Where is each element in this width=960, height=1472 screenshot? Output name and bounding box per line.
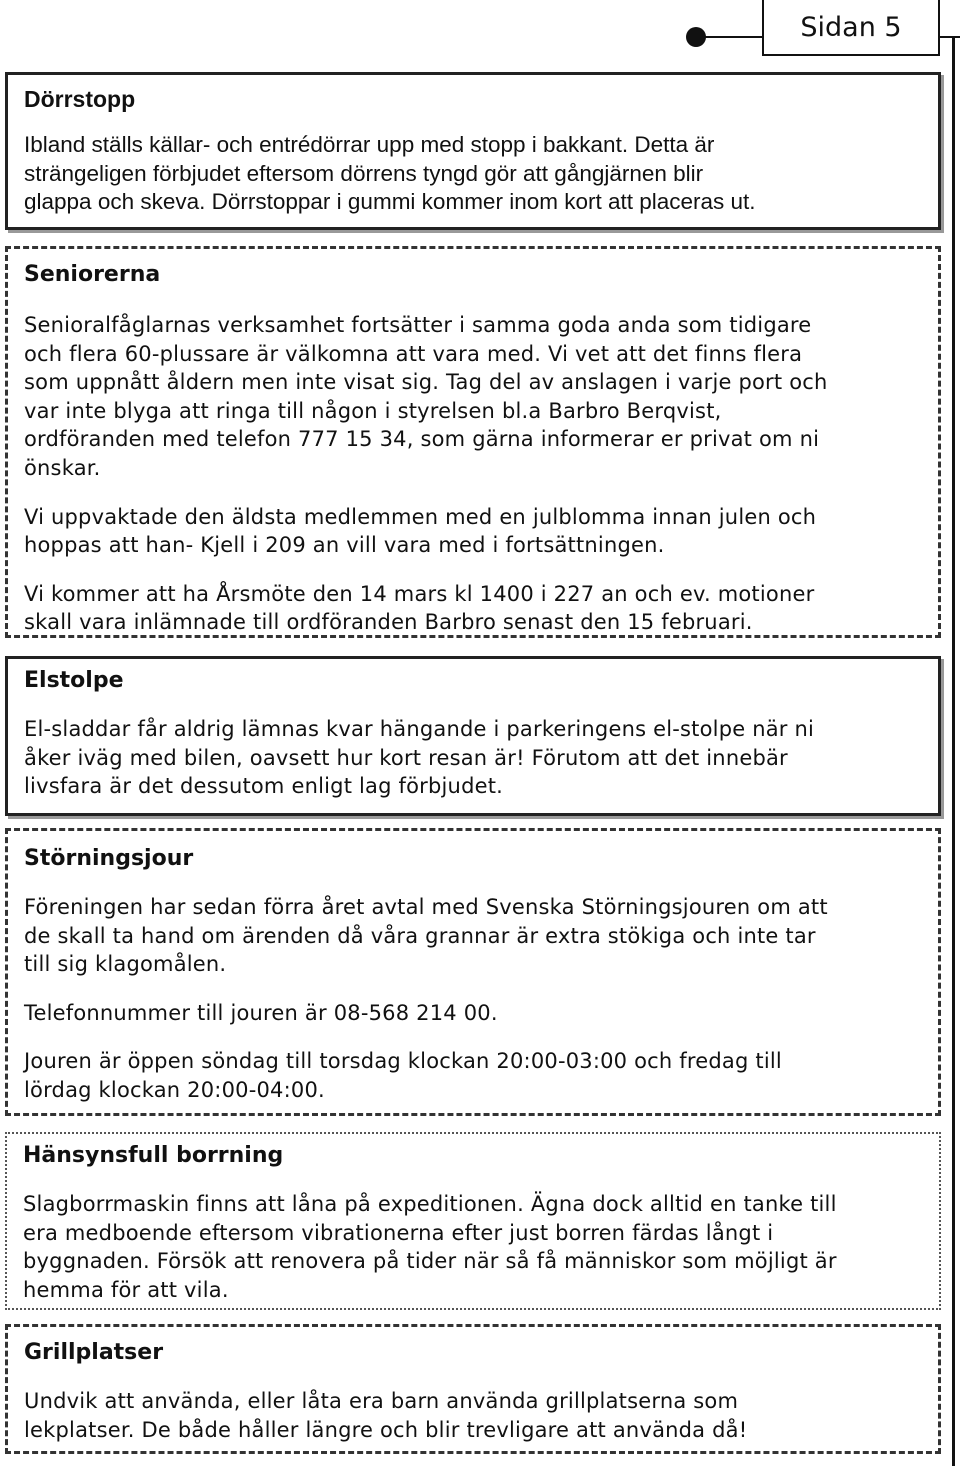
section-elstolpe [5,656,941,816]
section-paragraph: Föreningen har sedan förra året avtal med Svenska Störningsjouren om att de skall ta hand om ärenden då våra grannar är extra stökiga och inte tar till sig klagomålen. [24,895,828,977]
section-seniorerna [5,246,941,638]
page-right-rule [952,36,955,1466]
section-storningsjour [5,828,941,1116]
header-bullet-dot [686,27,706,47]
section-title: Elstolpe [24,668,124,693]
section-paragraph: Vi uppvaktade den äldsta medlemmen med en julblomma innan julen och hoppas att han- Kjell i 209 an vill vara med i fortsättningen. [24,504,817,558]
page-number-tab [762,0,940,56]
header-rule [697,36,767,38]
section-title: Hänsynsfull borrning [23,1143,284,1168]
section-title: Dörrstopp [24,86,136,112]
page-number-label: Sidan 5 [800,11,902,43]
section-paragraph: Vi kommer att ha Årsmöte den 14 mars kl 1400 i 227 an och ev. motioner skall vara inlämnade till ordföranden Barbro senast den 15 februari. [24,581,815,635]
section-paragraph: Telefonnummer till jouren är 08-568 214 00. [24,1000,498,1025]
section-title: Störningsjour [24,846,194,871]
section-text: Undvik att använda, eller låta era barn använda grillplatserna som lekplatser. De både håller längre och blir trevligare att använda då! [24,1389,748,1442]
section-paragraph: Jouren är öppen söndag till torsdag klockan 20:00-03:00 och fredag till lördag klockan 20:00-04:00. [24,1049,782,1102]
section-grillplatser [5,1324,941,1454]
section-text: Ibland ställs källar- och entrédörrar upp med stopp i bakkant. Detta är strängeligen förbjudet eftersom dörrens tyngd gör att gångjärnen blir glappa och skeva. Dörrstoppar i gummi kommer inom kort att placeras ut. [24,132,756,214]
section-borrning [5,1132,941,1310]
header-rule-tail [938,36,960,38]
section-text: El-sladdar får aldrig lämnas kvar hängande i parkeringens el-stolpe när ni åker iväg med bilen, oavsett hur kort resan är! Förutom att det innebär livsfara är det dessutom enligt lag förbjudet. [24,717,815,799]
section-dorrstopp [5,72,941,230]
section-paragraph: Senioralfåglarnas verksamhet fortsätter i samma goda anda som tidigare och flera 60-plussare är välkomna att vara med. Vi vet att det finns flera som uppnått åldern men inte visat sig. Tag del av anslagen i varje port och var inte blyga att ringa till någon i styrelsen bl.a Barbro Berqvist, ordföranden med telefon 777 15 34, som gärna informerar er privat om ni önskar. [24,313,828,480]
section-text: Slagborrmaskin finns att låna på expeditionen. Ägna dock alltid en tanke till era medboende eftersom vibrationerna efter just borren färdas långt i byggnaden. Försök att renovera på tider när så få människor som möjligt är hemma för att vila. [23,1192,837,1302]
section-title: Grillplatser [24,1340,164,1365]
section-title: Seniorerna [24,262,161,287]
